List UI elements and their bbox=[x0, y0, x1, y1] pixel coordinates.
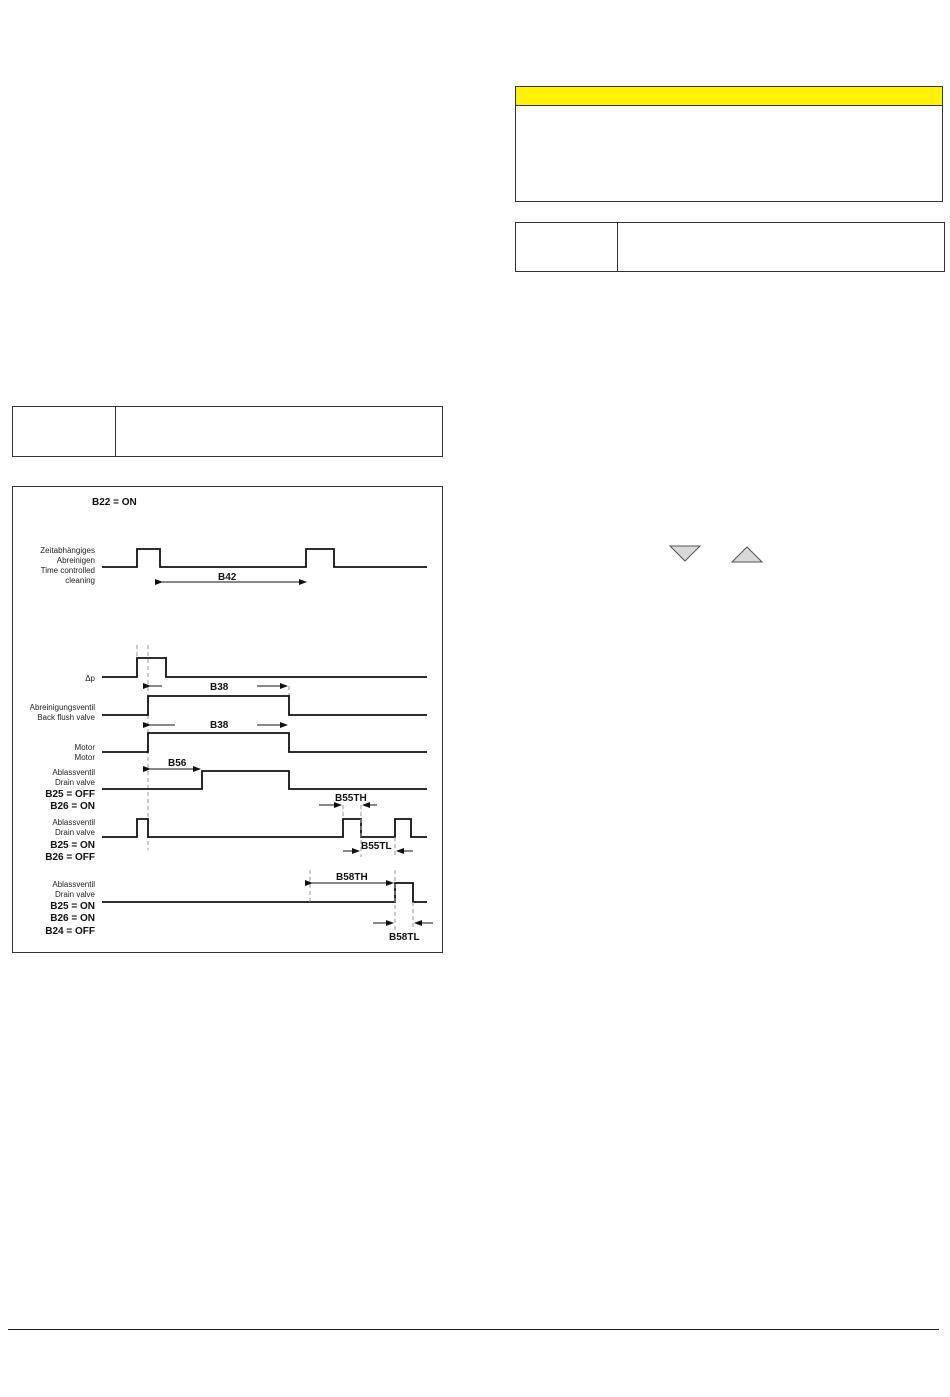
label-drain2-b25: B25 = ON bbox=[50, 840, 95, 851]
warning-box bbox=[515, 86, 943, 202]
label-drain3-1: Ablassventil bbox=[52, 880, 95, 889]
interval-b56: B56 bbox=[168, 758, 187, 769]
label-time-cleaning-3: Time controlled bbox=[40, 566, 95, 575]
label-drain1-2: Drain valve bbox=[54, 778, 95, 787]
signal-time-cleaning bbox=[102, 549, 427, 567]
row-time-cleaning bbox=[40, 546, 427, 585]
label-drain1-b25: B25 = OFF bbox=[45, 789, 95, 800]
label-drain2-b26: B26 = OFF bbox=[45, 852, 95, 863]
row-drain1 bbox=[45, 768, 427, 812]
label-drain2-1: Ablassventil bbox=[52, 818, 95, 827]
interval-b42: B42 bbox=[218, 572, 237, 583]
label-drain3-b25: B25 = ON bbox=[50, 901, 95, 912]
signal-backflush bbox=[102, 696, 427, 715]
timing-diagram-frame bbox=[12, 486, 443, 953]
label-motor-2: Motor bbox=[74, 753, 95, 762]
row-dp bbox=[85, 658, 427, 715]
label-time-cleaning-4: cleaning bbox=[65, 576, 95, 585]
interval-b38-b: B38 bbox=[210, 720, 229, 731]
label-time-cleaning-2: Abreinigen bbox=[56, 556, 95, 565]
timing-diagram bbox=[13, 487, 444, 954]
signal-dp bbox=[102, 658, 427, 677]
signal-motor bbox=[102, 733, 427, 752]
footer-rule bbox=[8, 1329, 939, 1330]
warning-header-bar bbox=[516, 87, 942, 106]
label-time-cleaning-1: Zeitabhängiges bbox=[40, 546, 95, 555]
label-drain3-b26: B26 = ON bbox=[50, 913, 95, 924]
label-dp: Δp bbox=[85, 674, 95, 683]
row-drain3 bbox=[45, 870, 433, 943]
parameter-box-left-label-cell bbox=[13, 407, 116, 456]
label-backflush-1: Abreinigungsventil bbox=[29, 703, 95, 712]
interval-b55tl: B55TL bbox=[361, 841, 392, 852]
triangle-down-icon[interactable] bbox=[670, 546, 700, 561]
interval-b38-a: B38 bbox=[210, 682, 229, 693]
arrow-buttons bbox=[668, 544, 764, 564]
parameter-box-right-label-cell bbox=[516, 223, 618, 271]
label-backflush-2: Back flush valve bbox=[37, 713, 95, 722]
parameter-box-left bbox=[12, 406, 443, 457]
interval-b58tl: B58TL bbox=[389, 932, 420, 943]
diagram-header: B22 = ON bbox=[92, 497, 137, 508]
signal-drain1 bbox=[102, 771, 427, 789]
triangle-up-icon[interactable] bbox=[732, 547, 762, 562]
parameter-box-right bbox=[515, 222, 945, 272]
label-drain3-2: Drain valve bbox=[54, 890, 95, 899]
label-drain3-b24: B24 = OFF bbox=[45, 926, 95, 937]
interval-b55th: B55TH bbox=[335, 793, 367, 804]
label-drain2-2: Drain valve bbox=[54, 828, 95, 837]
row-backflush bbox=[30, 696, 427, 731]
interval-b58th: B58TH bbox=[336, 872, 368, 883]
label-motor-1: Motor bbox=[74, 743, 95, 752]
row-motor bbox=[75, 733, 427, 769]
signal-drain2 bbox=[102, 819, 427, 837]
label-drain1-1: Ablassventil bbox=[52, 768, 95, 777]
label-drain1-b26: B26 = ON bbox=[50, 801, 95, 812]
signal-drain3 bbox=[102, 883, 427, 902]
row-drain2 bbox=[45, 805, 427, 863]
